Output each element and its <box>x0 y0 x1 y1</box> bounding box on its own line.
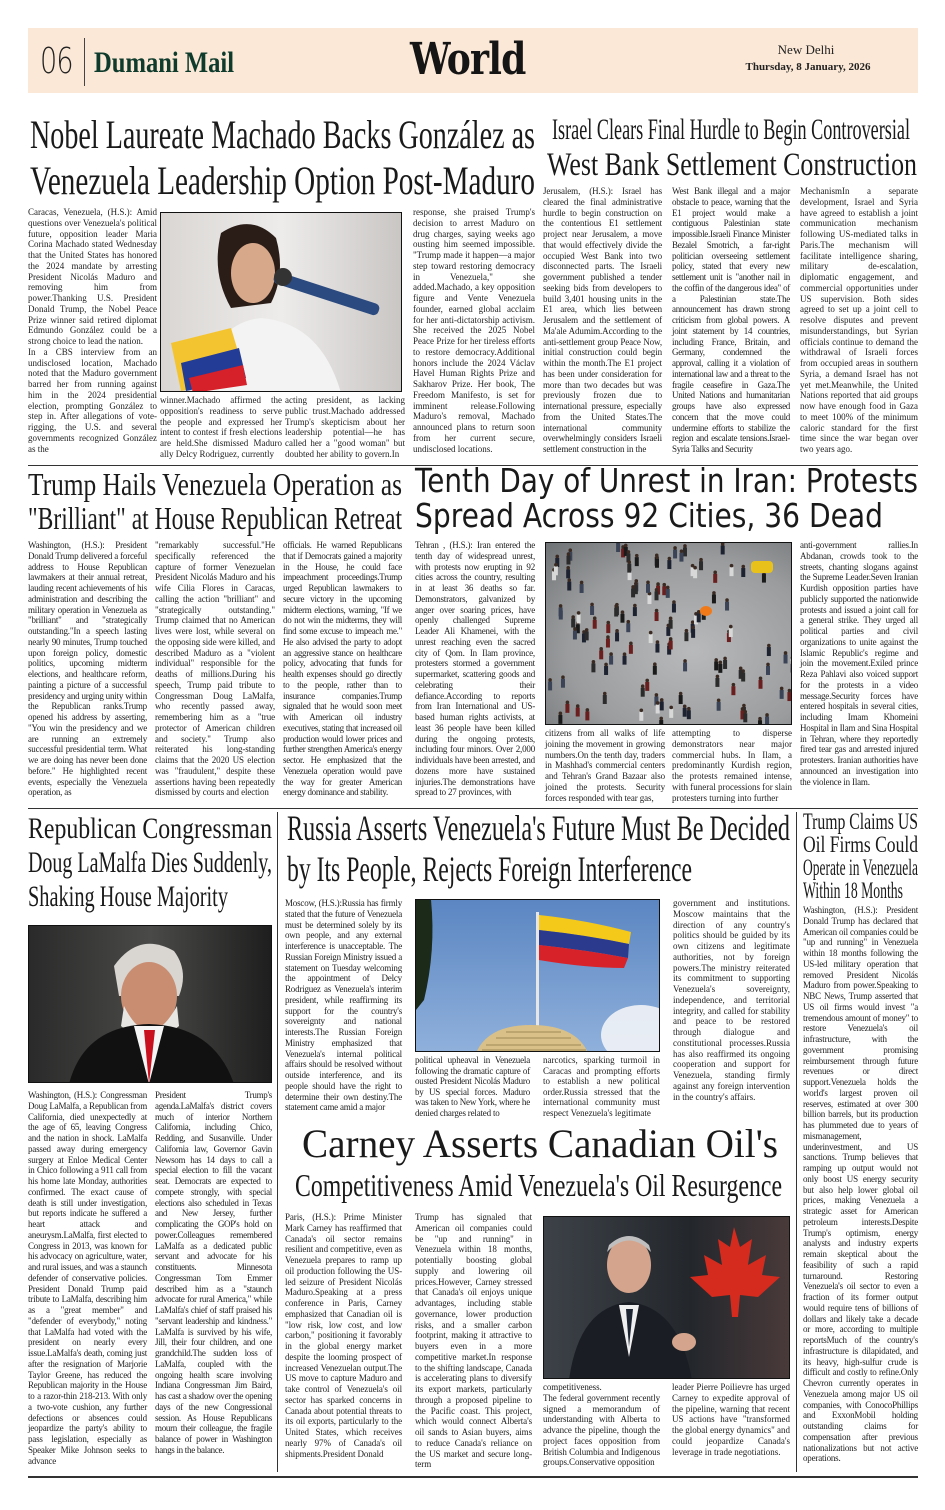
headline <box>28 467 402 535</box>
crowd-figure <box>662 583 666 595</box>
crowd-figure <box>606 621 610 633</box>
crowd-figure <box>554 563 558 575</box>
crowd-figure <box>713 571 717 583</box>
crowd-figure <box>585 628 589 640</box>
crowd-figure <box>687 707 691 719</box>
crowd-figure <box>683 704 687 716</box>
crowd-figure <box>691 626 695 638</box>
article-column: government and institutions. Moscow maintains that the direction of any country's politics should be guided by its own citizens and legitimate authorities, not by foreign powers.The ministry reiterated its commitment to supporting Venezuela's sovereignty, independence, and territorial integrity, and called for stability and peace to be restored through dialogue and constitutional processes.Russia has also reaffirmed its ongoing cooperation and support for Venezuela, standing firmly against any foreign intervention in the country's affairs. <box>673 898 790 1102</box>
crowd-figure <box>614 604 618 616</box>
article-column: response, she praised Trump's decision to arrest Maduro on drug charges, saying weeks ago ousting him seemed impossible. "Trump made it happen—a major step toward restoring democracy in Venezuela," she added.Machado, a key opposition figure and Vente Venezuela founder, earned global acclaim for her anti-dictatorship activism. She received the 2025 Nobel Peace Prize for her tireless efforts to restore democracy.Additional honors include the 2024 Václav Havel Human Rights Prize and Sakharov Prize. Her book, The Freedom Manifesto, is set for imminent release.Following Maduro's removal, Machado announced plans to return soon from her current secure, undisclosed locations. <box>413 207 535 454</box>
crowd-figure <box>565 701 569 713</box>
crowd-figure <box>604 663 608 675</box>
crowd-figure <box>717 698 721 710</box>
crowd-figure <box>627 560 631 572</box>
crowd-figure <box>655 640 659 652</box>
headline <box>287 808 790 890</box>
article-column: Washington, (H.S.): Congressman Doug LaMalfa, a Republican from California, died unexpectedly at the age of 65, leaving Congress and the nation in shock. LaMalfa passed away during emergency surgery at Enloe Medical Center in Chico following a 911 call from his home late Monday, authorities confirmed. The exact cause of death is still under investigation, but reports indicate he suffered a heart attack and aneurysm.LaMalfa, first elected to Congress in 2013, was known for his advocacy on agriculture, water, and rural issues, and was a staunch defender of conservative policies. President Donald Trump paid tribute to LaMalfa, describing him as a "great member" and "defender of everybody," noting that LaMalfa had voted with the president on nearly every issue.LaMalfa's death, coming just after the resignation of Marjorie Taylor Greene, has reduced the Republican majority in the House to a razor-thin 218-213. With only a two-vote cushion, any further defections or absences could jeopardize the party's ability to pass legislation, especially as Speaker Mike Johnson seeks to advance <box>28 1090 147 1466</box>
crowd-figure <box>739 667 743 679</box>
crowd-figure <box>606 635 610 647</box>
article-column: President Trump's agenda.LaMalfa's district covers much of interior Northern California, including Chico, Redding, and Susanville. Under California law, Governor Gavin Newsom has 14 days to call a special election to fill the vacant seat. Democrats are expected to compete strongly, with special elections also scheduled in Texas and New Jersey, further complicating the GOP's hold on power.Colleagues remembered LaMalfa as a dedicated public servant and advocate for his constituents. Minnesota Congressman Tom Emmer described him as a "staunch advocate for rural America," while LaMalfa's chief of staff praised his "servant leadership and kindness." LaMalfa is survived by his wife, Jill, their four children, and one grandchild.The sudden loss of LaMalfa, coupled with the ongoing health scare involving Indiana Congressman Jim Baird, has cast a shadow over the opening days of the new Congressional session. As House Republicans mourn their colleague, the fragile balance of power in Washington hangs in the balance. <box>155 1090 272 1455</box>
crowd-figure <box>599 647 603 659</box>
paragraph: The federal government recently signed a memorandum of understanding with Alberta to advance the pipeline, though the project faces opposition from British Columbia and Indigenous groups.Conservative opposition <box>543 1392 660 1468</box>
headline-text: Within 18 Months <box>803 878 903 903</box>
crowd-figure <box>712 591 716 603</box>
crowd-figure <box>626 620 630 632</box>
headline-text: Competitiveness Amid Venezuela's Oil Resurgence <box>295 1167 782 1203</box>
article-column: Jerusalem, (H.S.): Israel has cleared the final administrative hurdle to begin construction on the contentious E1 settlement project near Jerusalem, a move that would effectively divide the occupied West Bank into two disconnected parts. The Israeli government published a tender seeking bids from developers to build 3,401 housing units in the E1 area, which lies between Jerusalem and the settlement of Ma'ale Adumim.According to the anti-settlement group Peace Now, initial construction could begin within the month.The E1 project has been under consideration for more than two decades but was previously frozen due to international pressure, especially from the United States.The international community overwhelmingly considers Israeli settlement construction in the <box>543 186 662 454</box>
masthead-divider <box>84 38 85 86</box>
crowd-figure <box>655 588 659 600</box>
headline-text: Doug LaMalfa Dies Suddenly, <box>28 846 272 879</box>
crowd-figure <box>743 710 747 722</box>
crowd-figure <box>561 675 565 687</box>
crowd-figure <box>659 717 663 725</box>
crowd-figure <box>723 657 727 669</box>
crowd-figure <box>730 564 734 576</box>
headline <box>415 463 918 533</box>
headline-text: Russia Asserts Venezuela's Future Must Be Decided <box>287 808 790 848</box>
headline-line <box>803 810 918 833</box>
crowd-figure <box>620 610 624 622</box>
crowd-figure <box>639 709 643 721</box>
headline-text: Venezuela Leadership Option Post-Maduro <box>30 158 535 203</box>
crowd-figure <box>567 578 571 590</box>
article-column: Washington, (H.S.): President Donald Trump delivered a forceful address to House Republican lawmakers at their annual retreat, lauding recent achievements of his administration and describing the military operation in Venezuela as "brilliant" and "strategically outstanding."In a speech lasting nearly 90 minutes, Trump touched upon foreign policy, domestic politics, upcoming midterm elections, and healthcare reform, painting a picture of a successful presidency and urging unity within the Republican ranks.Trump opened his address by asserting, "You win the presidency and we are running an extremely successful presidential term. What we are doing has never been done before." He highlighted recent events, especially the Venezuela operation, as <box>28 540 148 798</box>
headline-line <box>302 1122 778 1166</box>
headline-text: "Brilliant" at House Republican Retreat <box>28 500 402 536</box>
headline-text: Trump Hails Venezuela Operation as <box>28 466 402 502</box>
taxi <box>751 561 773 573</box>
crowd-figure <box>593 616 597 628</box>
crowd-figure <box>548 678 552 690</box>
crowd-figure <box>590 603 594 615</box>
headline-text: West Bank Settlement Construction <box>547 147 917 183</box>
crowd-figure <box>566 566 570 578</box>
crowd-figure <box>655 555 659 567</box>
crowd-figure <box>645 679 649 691</box>
crowd-figure <box>787 689 791 701</box>
edition-date: Thursday, 8 January, 2026 <box>745 61 871 73</box>
headline <box>28 812 272 914</box>
article-column: political upheaval in Venezuela following the dramatic capture of ousted President Nicolás Maduro by US special forces. Maduro was taken to New York, where he denied charges related to <box>415 1055 530 1118</box>
crowd-figure <box>660 698 664 710</box>
machado-photo <box>160 212 402 392</box>
crowd-figure <box>669 706 673 718</box>
article-column: "remarkably successful."He specifically referenced the capture of former Venezuelan President Nicolás Maduro and his wife Cilia Flores in Caracas, calling the action "brilliant" and "strategically outstanding." Trump claimed that no American lives were lost, while several on the opposing side were killed, and described Maduro as a "violent individual" responsible for the deaths of millions.During his speech, Trump paid tribute to Congressman Doug LaMalfa, who recently passed away, remembering him as a "true protector of American children and society." Trump also reiterated his long-standing claims that the 2020 US election was "fraudulent," despite these assertions having been repeatedly dismissed by courts and election <box>155 540 275 798</box>
article-column: officials. He warned Republicans that if Democrats gained a majority in the House, he could face impeachment proceedings.Trump urged Republican lawmakers to secure victory in the upcoming midterm elections, warning, "If we do not win the midterms, they will find some excuse to impeach me." He also advised the party to adopt an aggressive stance on healthcare policy, advocating that funds for health expenses should go directly to the people, rather than to insurance companies.Trump signaled that he would soon meet with American oil industry executives, stating that increased oil production would lower prices and further strengthen America's energy sector. He emphasized that the Venezuela operation would pave the way for greater American energy dominance and stability. <box>283 540 402 798</box>
section-title: World <box>410 34 526 85</box>
crowd-figure <box>655 609 659 621</box>
article-column: Moscow, (H.S.):Russia has firmly stated that the future of Venezuela must be determined solely by its own people, and any external interference is unacceptable. The Russian Foreign Ministry issued a statement on Tuesday welcoming the appointment of Delcy Rodriguez as Venezuela's interim president, while reaffirming its support for the country's sovereignty and national interests.The Russian Foreign Ministry emphasized that Venezuela's internal political affairs should be resolved without outside interference, and its people should have the right to determine their own destiny.The statement came amid a major <box>285 898 402 1113</box>
iran-protest-photo <box>545 542 792 725</box>
venezuela-flag-photo <box>415 899 660 1052</box>
headline-text: Operate in Venezuela <box>803 855 918 880</box>
crowd-figure <box>646 581 650 593</box>
bottom-rule <box>28 1476 918 1478</box>
crowd-figure <box>741 565 745 577</box>
headline-text: Republican Congressman <box>28 812 272 845</box>
crowd-figure <box>766 663 770 675</box>
headline <box>302 1122 778 1166</box>
crowd-figure <box>683 544 687 556</box>
headline <box>30 112 535 204</box>
article-column: West Bank illegal and a major obstacle to peace, warning that the E1 project would make a contiguous Palestinian state impossible.Israeli Finance Minister Bezalel Smotrich, a far-right politician overseeing settlement policy, stated that every new settlement unit is "another nail in the coffin of the dangerous idea" of a Palestinian state.The announcement has drawn strong criticism from global powers. A joint statement by 14 countries, including France, Britain, and Germany, condemned the approval, calling it a violation of international law and a threat to the fragile ceasefire in Gaza.The United Nations and humanitarian groups have also expressed concern that the move could undermine efforts to stabilize the region and escalate tensions.Israel-Syria Talks and Security <box>672 186 790 454</box>
crowd-figure <box>791 660 792 672</box>
paragraph: In a CBS interview from an undisclosed location, Machado noted that the Maduro government barred her from running against him in the 2024 presidential election, prompting González to step in. After allegations of vote-rigging, the U.S. and several governments recognized González as the <box>28 346 157 454</box>
article-column: Paris, (H.S.): Prime Minister Mark Carney has reaffirmed that Canada's oil sector remains resilient and competitive, even as Venezuela prepares to ramp up oil production following the US-led seizure of President Nicolás Maduro.Speaking at a press conference in Paris, Carney emphasized that Canadian oil is "low risk, low cost, and low carbon," positioning it favorably in the global energy market despite the looming prospect of increased Venezuelan output.The US move to capture Maduro and take control of Venezuela's oil sector has sparked concerns in Canada about potential threats to its oil exports, particularly to the United States, which receives nearly 97% of Canada's oil shipments.President Donald <box>285 1212 402 1459</box>
article-column <box>28 207 157 462</box>
headline-text: Nobel Laureate Machado Backs González as <box>30 112 535 157</box>
headline-text: Trump Claims US <box>803 809 918 834</box>
crowd-figure <box>647 592 651 604</box>
masthead <box>28 28 918 93</box>
page-number: 06 <box>40 41 73 82</box>
headline-line <box>287 808 790 849</box>
headline-line <box>803 833 918 856</box>
crowd-figure <box>699 558 703 570</box>
crowd-figure <box>629 642 633 654</box>
headline-line <box>30 158 535 204</box>
headline-line <box>552 113 910 147</box>
headline-text: Shaking House Majority <box>28 880 228 913</box>
headline-text: Tenth Day of Unrest in Iran: Protests <box>415 461 918 500</box>
headline-text: Spread Across 92 Cities, 36 Dead <box>415 496 883 535</box>
crowd-figure <box>616 543 620 552</box>
crowd-figure <box>684 629 688 641</box>
headline-text: by Its People, Rejects Foreign Interference <box>287 849 692 889</box>
crowd-figure <box>623 652 627 664</box>
article-column: leader Pierre Poilievre has urged Carney to expedite approval of the pipeline, warning that recent US actions have "transformed the global energy dynamics" and could jeopardize Canada's leverage in trade negotiations. <box>672 1382 790 1457</box>
lamalfa-photo <box>28 925 272 1083</box>
crowd-figure <box>653 662 657 674</box>
carney-photo <box>543 1216 790 1379</box>
article-column: Trump has signaled that American oil companies could be "up and running" in Venezuela within 18 months, potentially boosting global supply and lowering oil prices.However, Carney stressed that Canada's oil enjoys unique advantages, including stable governance, lower production risks, and a smaller carbon footprint, making it attractive to buyers even in a more competitive market.In response to the shifting landscape, Canada is accelerating plans to diversify its export markets, particularly through a proposed pipeline to the Pacific coast. This project, which would connect Alberta's oil sands to Asian buyers, aims to reduce Canada's reliance on the US market and secure long-term <box>415 1212 532 1470</box>
headline-line <box>803 879 918 902</box>
headline <box>552 113 910 147</box>
headline-text: Oil Firms Could <box>803 832 918 857</box>
headline-line <box>28 467 402 501</box>
headline-line <box>30 112 535 158</box>
crowd-figure <box>693 566 697 578</box>
crowd-figure <box>559 604 563 616</box>
headline-line <box>28 846 272 880</box>
crowd-figure <box>576 704 580 716</box>
headline <box>295 1166 782 1204</box>
crowd-figure <box>573 627 577 639</box>
headline-line <box>287 849 790 890</box>
column-rule <box>796 812 797 1472</box>
crowd-figure <box>580 581 584 593</box>
crowd-figure <box>725 598 729 610</box>
paragraph: competitiveness. <box>543 1382 602 1392</box>
crowd-figure <box>641 684 645 696</box>
headline-line <box>415 498 918 533</box>
article-column: anti-government rallies.In Abdanan, crowds took to the streets, chanting slogans against the Supreme Leader.Seven Iranian Kurdish opposition parties have publicly supported the nationwide protests and issued a joint call for a general strike. They urged all political parties and civil organizations to unite against the Islamic Republic's regime and join the movement.Exiled prince Reza Pahlavi also voiced support for the protests in a video message.Security forces have entered hospitals in several cities, including Imam Khomeini Hospital in Ilam and Sina Hospital in Tehran, where they reportedly fired tear gas and arrested injured protesters. Iranian authorities have announced an investigation into the violence in Ilam. <box>800 540 918 787</box>
article-column: citizens from all walks of life joining the movement in growing numbers.On the tenth day, traders in Mashhad's commercial centers and Tehran's Grand Bazaar also joined the protests. Security forces responded with tear gas, <box>545 728 665 803</box>
headline-line <box>28 880 272 914</box>
crowd-figure <box>729 625 733 637</box>
article-column: Washington, (H.S.): President Donald Trump has declared that American oil companies could be "up and running" in Venezuela within 18 months following the US-led military operation that removed President Nicolás Maduro from power.Speaking to NBC News, Trump asserted that US oil firms would invest "a tremendous amount of money" to restore Venezuela's oil infrastructure, with the government promising reimbursement through future revenues or direct support.Venezuela holds the world's largest proven oil reserves, estimated at over 300 billion barrels, but its production has plummeted due to years of mismanagement, underinvestment, and US sanctions. Trump believes that ramping up output would not only boost US energy security but also help lower global oil prices, making Venezuela a strategic asset for American petroleum interests.Despite Trump's optimism, energy analysts and industry experts remain skeptical about the feasibility of such a rapid turnaround. Restoring Venezuela's oil sector to even a fraction of its former output would require tens of billions of dollars and likely take a decade or more, according to multiple reportsMuch of the country's infrastructure is dilapidated, and its heavy, high-sulfur crude is difficult and costly to refine.Only Chevron currently operates in Venezuela among major US oil companies, with ConocoPhillips and ExxonMobil holding outstanding claims for compensation after previous nationalizations but not active operations. <box>803 905 918 1464</box>
article-column: Tehran , (H.S.): Iran entered the tenth day of widespread unrest, with protests now erupting in 92 cities across the country, resulting in at least 36 deaths so far. Demonstrators, galvanized by anger over soaring prices, have openly challenged Supreme Leader Ali Khamenei, with the unrest reaching even the sacred city of Qom. In Ilam province, protesters stormed a government supermarket, scattering goods and celebrating their defiance.According to reports from Iran International and US-based human rights activists, at least 36 people have been killed during the ongoing protests, including four minors. Over 2,000 individuals have been arrested, and dozens more have sustained injuries.The demonstrations have spread to 27 provinces, with <box>415 540 535 798</box>
crowd-figure <box>571 615 575 627</box>
headline-line <box>28 501 402 535</box>
headline-text: Israel Clears Final Hurdle to Begin Controversial <box>552 113 910 146</box>
crowd-figure <box>585 708 589 720</box>
crowd-figure <box>615 629 619 641</box>
crowd-figure <box>667 557 671 569</box>
headline-line <box>803 856 918 879</box>
headline <box>547 146 917 184</box>
paragraph: Caracas, Venezuela, (H.S.): Amid questions over Venezuela's political future, opposition leader Maria Corina Machado stated Wednesday that the United States has honored the 2024 mandate by arresting President Nicolás Maduro and removing him from power.Thanking U.S. President Donald Trump, the Nobel Peace Prize winner said retired diplomat Edmundo González could be a strong choice to lead the nation. <box>28 207 157 346</box>
crowd-figure <box>672 600 676 612</box>
fire <box>700 606 712 616</box>
crowd-figure <box>759 676 763 688</box>
newspaper-brand: Dumani Mail <box>94 46 235 79</box>
crowd-figure <box>577 611 581 623</box>
edition-city: New Delhi <box>777 42 835 57</box>
crowd-figure <box>765 713 769 725</box>
crowd-figure <box>679 692 683 704</box>
crowd-figure <box>603 692 607 704</box>
article-column: MechanismIn a separate development, Israel and Syria have agreed to establish a joint communication mechanism following US-mediated talks in Paris.The mechanism will facilitate intelligence sharing, military de-escalation, diplomatic engagement, and commercial opportunities under US supervision. Both sides agreed to set up a joint cell to resolve disputes and prevent misunderstandings, but Syrian officials continue to demand the withdrawal of Israeli forces from occupied areas in southern Syria, a demand Israel has not yet met.Meanwhile, the United Nations reported that aid groups now have enough food in Gaza to meet 100% of the minimum caloric standard for the first time since the war began over two years ago. <box>800 186 918 454</box>
crowd-figure <box>780 687 784 699</box>
crowd-figure <box>558 712 562 724</box>
headline-line <box>547 146 917 184</box>
headline-line <box>295 1166 782 1204</box>
crowd-figure <box>715 675 719 687</box>
headline-text: Carney Asserts Canadian Oil's <box>302 1121 778 1166</box>
crowd-figure <box>566 552 570 564</box>
article-column: acting president, as lacking public trust.Machado addressed Trump's skepticism about her leadership potential—he has called her a "good woman" but doubted her ability to govern.In <box>285 395 405 459</box>
crowd-figure <box>631 585 635 597</box>
crowd-figure <box>731 683 735 695</box>
headline-line <box>28 812 272 846</box>
crowd-figure <box>591 660 595 672</box>
crowd-figure <box>649 631 653 643</box>
article-column: winner.Machado affirmed the opposition's readiness to serve the people and expressed her intent to contest if fresh elections are held.She dismissed Maduro ally Delcy Rodriguez, currently <box>160 395 282 459</box>
crowd-figure <box>609 652 613 664</box>
crowd-figure <box>784 651 788 663</box>
crowd-figure <box>635 554 639 566</box>
article-column <box>543 1382 660 1472</box>
column-rule <box>277 812 278 1472</box>
crowd-figure <box>656 701 660 713</box>
crowd-figure <box>721 543 725 554</box>
headline <box>803 810 918 902</box>
crowd-figure <box>758 717 762 725</box>
crowd-figure <box>669 637 673 649</box>
crowd-figure <box>683 659 687 671</box>
crowd-figure <box>714 658 718 670</box>
crowd-figure <box>666 586 670 598</box>
crowd-figure <box>718 661 722 673</box>
crowd-figure <box>633 604 637 616</box>
crowd-figure <box>679 549 683 561</box>
article-column: narcotics, sparking turmoil in Caracas and prompting efforts to establish a new political order.Russia stressed that the international community must respect Venezuela's legitimate <box>543 1055 660 1118</box>
headline-line <box>415 463 918 498</box>
article-column: attempting to disperse demonstrators near major commercial hubs. In Ilam, a predominantly Kurdish region, the protests remained intense, with funeral processions for slain protesters turning into further <box>672 728 792 803</box>
crowd-figure <box>767 644 771 656</box>
crowd-figure <box>669 616 673 628</box>
crowd-figure <box>673 546 677 558</box>
